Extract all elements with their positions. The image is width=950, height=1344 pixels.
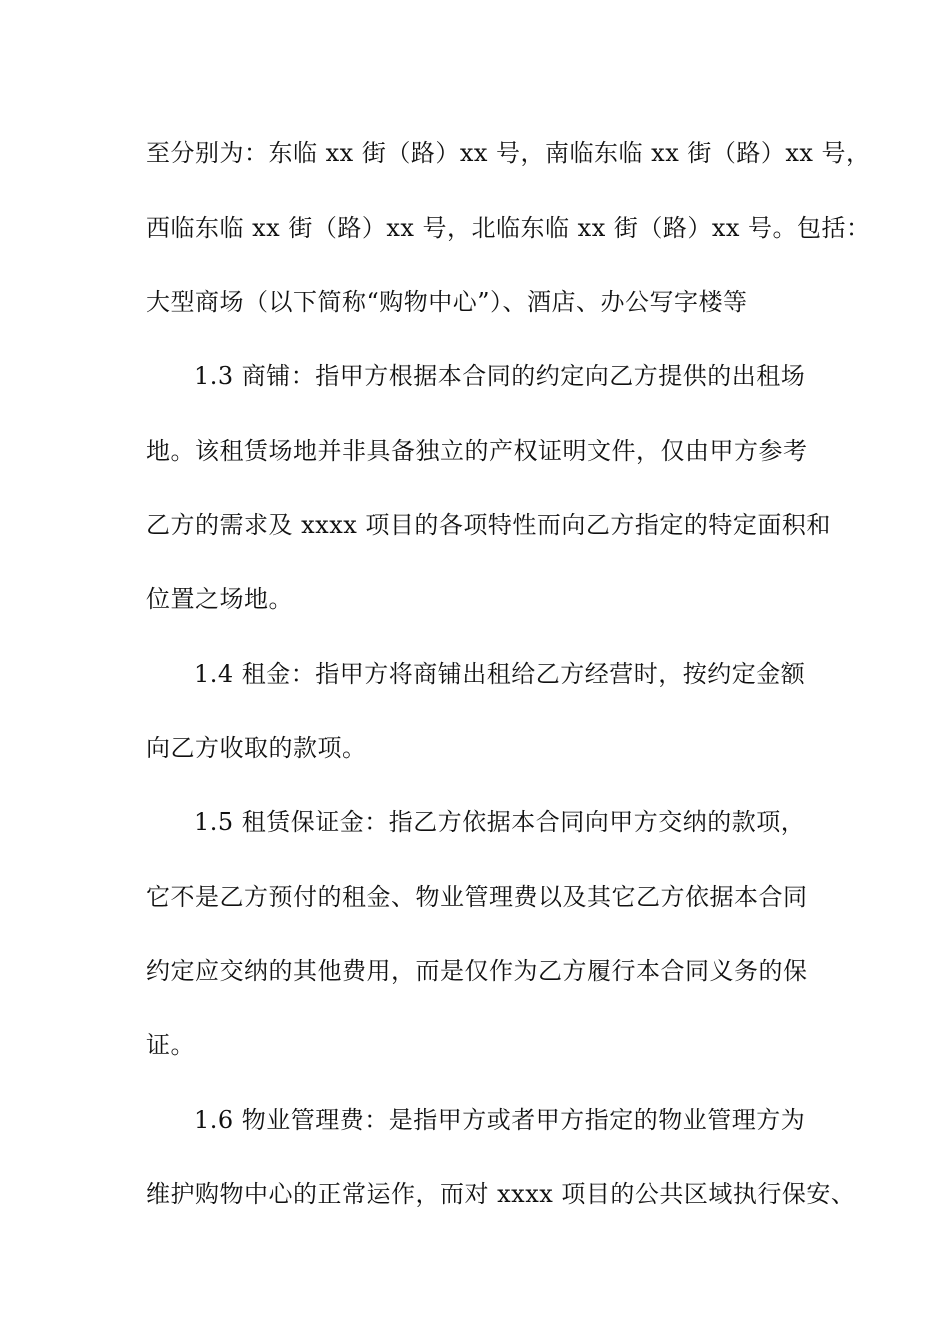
clause-1-4-heading-line: 1.4 租金：指甲方将商铺出租给乙方经营时，按约定金额 xyxy=(194,660,806,688)
text-line-12: 约定应交纳的其他费用，而是仅作为乙方履行本合同义务的保 xyxy=(146,957,808,985)
text-line-7: 位置之场地。 xyxy=(146,585,293,613)
clause-1-5-heading-line: 1.5 租赁保证金：指乙方依据本合同向甲方交纳的款项， xyxy=(194,808,806,836)
text-line-5: 地。该租赁场地并非具备独立的产权证明文件，仅由甲方参考 xyxy=(146,437,808,465)
clause-1-3-heading-line: 1.3 商铺：指甲方根据本合同的约定向乙方提供的出租场 xyxy=(194,362,806,390)
text-line-1: 至分别为：东临 xx 街（路）xx 号，南临东临 xx 街（路）xx 号， xyxy=(146,139,871,167)
text-line-2: 西临东临 xx 街（路）xx 号，北临东临 xx 街（路）xx 号。包括： xyxy=(146,214,871,242)
text-line-9: 向乙方收取的款项。 xyxy=(146,734,367,762)
clause-1-6-heading-line: 1.6 物业管理费：是指甲方或者甲方指定的物业管理方为 xyxy=(194,1106,806,1134)
text-line-6: 乙方的需求及 xxxx 项目的各项特性而向乙方指定的特定面积和 xyxy=(146,511,831,539)
text-line-3: 大型商场（以下简称“购物中心”）、酒店、办公写字楼等 xyxy=(146,288,748,316)
text-line-13: 证。 xyxy=(146,1031,195,1059)
text-line-11: 它不是乙方预付的租金、物业管理费以及其它乙方依据本合同 xyxy=(146,883,808,911)
text-line-15: 维护购物中心的正常运作，而对 xxxx 项目的公共区域执行保安、 xyxy=(146,1180,856,1208)
